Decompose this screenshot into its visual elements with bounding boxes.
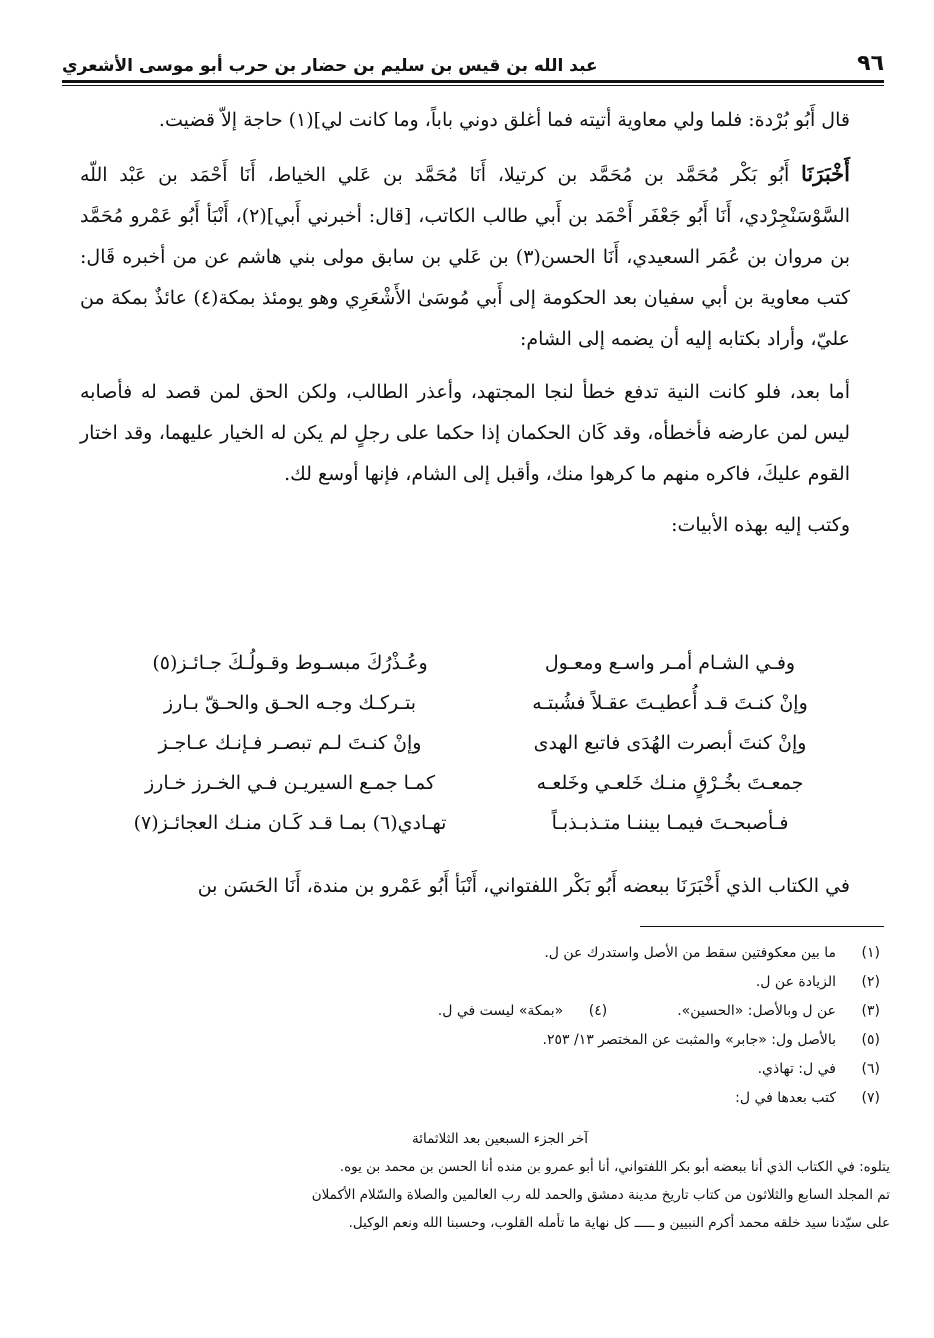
- verse-first-half: فـأصبحـتَ فيمـا بيننـا متـذبـذبـاً: [551, 812, 789, 834]
- page-number: ٩٦: [857, 51, 884, 76]
- footnote-number: (٣): [861, 1002, 880, 1019]
- paragraph-2: [80, 153, 850, 360]
- colophon-line: تم المجلد السابع والثلاثون من كتاب تاريخ مدينة دمشق والحمد لله رب العالمين والصلاة والسّلام الأكملان: [311, 1187, 890, 1203]
- verse-second-half: تهـادي(٦) بمـا قـد كَـان منـك العجائـز(٧): [133, 812, 447, 834]
- colophon: [110, 1125, 890, 1237]
- verse-first-half: وفـي الشـام أمـر واسـع ومعـول: [544, 652, 796, 674]
- verse-first-half: وإنْ كنـتَ قـد أُعطيـتَ عقـلاً فشُبتـه: [532, 692, 808, 714]
- verse-row: [100, 643, 860, 683]
- footnote-number: (٤): [588, 1002, 608, 1019]
- footnote-text: الزيادة عن ل.: [755, 973, 836, 990]
- main-text: [80, 100, 850, 546]
- footnote: [80, 996, 880, 1025]
- verse-row: [100, 763, 860, 803]
- verse-row: [100, 803, 860, 843]
- footnote-number: (٧): [861, 1089, 880, 1106]
- footnote-text: «بمكة» ليست في ل.: [437, 1002, 564, 1019]
- verse-second-half: كمـا جمـع السيريـن فـي الخـرز خـارز: [144, 772, 436, 794]
- footnote-number: (٢): [861, 973, 880, 990]
- verses-intro: وكتب إليه بهذه الأبيات:: [671, 514, 850, 536]
- footnote-text: كتب بعدها في ل:: [735, 1089, 836, 1106]
- footnote-text: في ل: تهاذي.: [757, 1060, 836, 1077]
- footnote: [80, 938, 880, 967]
- header-rule-thin: [62, 85, 884, 86]
- colophon-title: آخر الجزء السبعين بعد الثلاثمائة: [412, 1131, 588, 1147]
- verse-second-half: بتـركـك وجـه الحـق والحـقّ بـارز: [163, 692, 417, 714]
- footnote-separator: [640, 926, 884, 927]
- header-title: عبد الله بن قيس بن سليم بن حضار بن حرب أبو موسى الأشعري: [62, 56, 598, 76]
- poem: [100, 643, 860, 843]
- verse-row: [100, 683, 860, 723]
- verse-second-half: وعُـذْرُكَ مبسـوط وقـولُـكَ جـائـز(٥): [152, 652, 428, 674]
- footnote-number: (١): [861, 944, 880, 961]
- footnote: [80, 1054, 880, 1083]
- paragraph-2-text: أَبُو بَكْر مُحَمَّد بن مُحَمَّد بن كرتيلا، أَنَا مُحَمَّد بن عَلي الخياط، أَنَا أَحْمَد بن عَبْد اللّه السَّوْسَنْجِرْدي، أَنَا أَبُو جَعْفَر أَحْمَد بن أَبي طالب الكاتب، [قال: أخبرني أَبي](٢)، أَنْبَأ أَبُو عَمْرو مُحَمَّد بن مروان بن عُمَر السعيدي، أَنَا الحسن(٣) بن عَلي بن سابق مولى بني هاشم عن من أخبره قَال: كتب معاوية بن أبي سفيان بعد الحكومة إلى أَبي مُوسَىٰ الأَشْعَرِي وهو يومئذ بمكة(٤) عائذٌ بمكة من عليّ، وأراد بكتابه إليه أن يضمه إلى الشام:: [80, 164, 850, 350]
- footnote-text: بالأصل ول: «جابر» والمثبت عن المختصر ١٣/ ٢٥٣.: [542, 1031, 836, 1048]
- footnote-number: (٦): [861, 1060, 880, 1077]
- colophon-line: يتلوه: في الكتاب الذي أنا ببعضه أبو بكر اللفتواني، أنا أبو عمرو بن منده أنا الحسن بن محمد بن يوه.: [339, 1159, 890, 1175]
- footnote: [80, 1083, 880, 1112]
- verse-row: [100, 723, 860, 763]
- footnote: [80, 967, 880, 996]
- verse-first-half: جمعـتَ بخُـرْقٍ منـك خَلعـي وخَلعـه: [536, 772, 804, 794]
- verse-first-half: وإنْ كنتَ أبصرت الهُدَى فاتبع الهدى: [533, 732, 807, 754]
- footnote-text: عن ل وبالأصل: «الحسين».: [677, 1002, 836, 1019]
- header-rule: [62, 80, 884, 83]
- footnote-text: ما بين معكوفتين سقط من الأصل واستدرك عن ل.: [544, 944, 836, 961]
- paragraph-1: قال أَبُو بُرْدة: فلما ولي معاوية أتيته فما أغلق دوني باباً، وما كانت لي](١) حاجة إلاّ قضيت.: [158, 109, 850, 131]
- footnotes: [80, 938, 880, 1112]
- colophon-line: على سيّدنا سيد خلقه محمد أكرم النبيين و ـــــ كل نهاية ما تأمله القلوب، وحسبنا الله ونعم الوكيل.: [348, 1215, 890, 1231]
- running-header: [62, 36, 884, 76]
- verse-second-half: وإنْ كنـتَ لـم تبصـر فـإنـك عـاجـز: [158, 732, 422, 754]
- footnote: [80, 1025, 880, 1054]
- paragraph-3: أما بعد، فلو كانت النية تدفع خطأ لنجا المجتهد، وأعذر الطالب، ولكن الحق لمن قصد له فأصابه ليس لمن عارضه فأخطأه، وقد كَان الحكمان إذا حكما على رجلٍ لم يكن له الخيار عليهما، وقد اختار القوم عليكَ، فاكره منهم ما كرهوا منك، وأقبل إلى الشام، فإنها أوسع لك.: [80, 381, 850, 485]
- continuation-line: في الكتاب الذي أَخْبَرَنَا ببعضه أَبُو بَكْر اللفتواني، أَنْبَأ أَبُو عَمْرو بن مندة، أَنَا الحَسَن بن: [197, 875, 850, 897]
- footnote-number: (٥): [861, 1031, 880, 1048]
- paragraph-2-lead: أَخْبَرَنَا: [801, 161, 850, 186]
